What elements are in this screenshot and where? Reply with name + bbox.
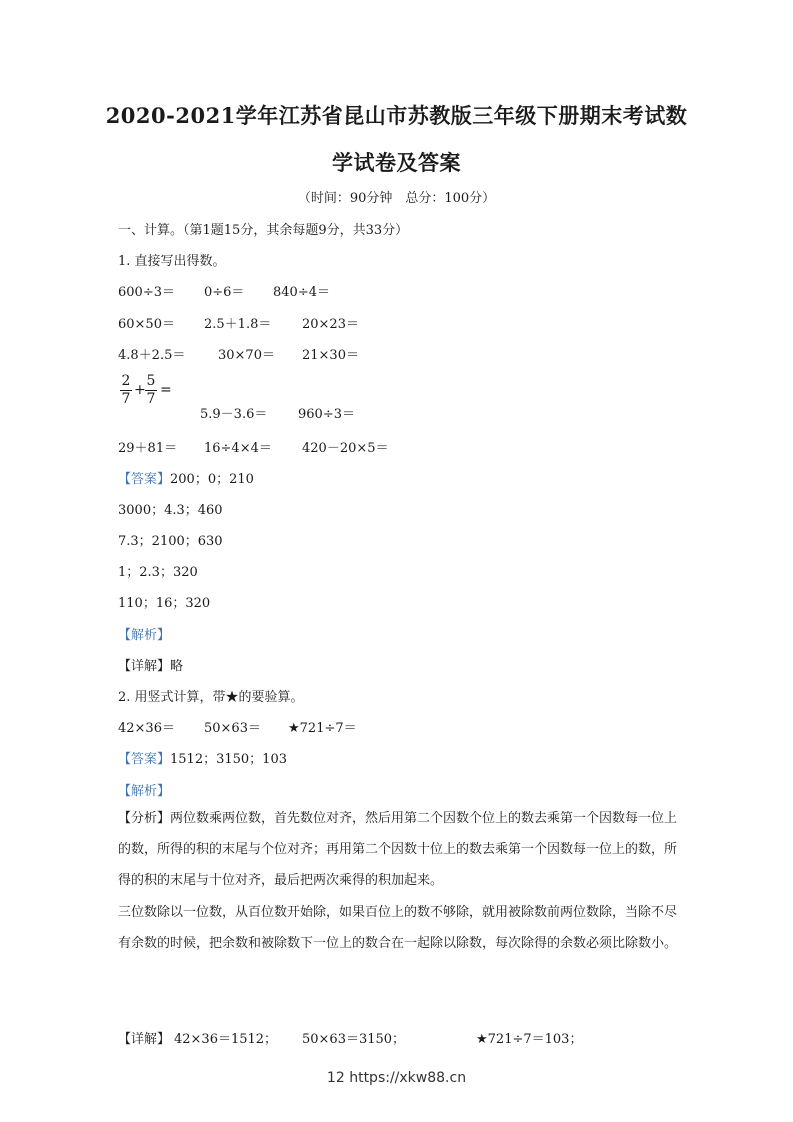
calc-item: 5.9－3.6＝ <box>200 407 268 422</box>
calc-item: 42×36＝ <box>118 721 175 736</box>
jiexi-tag: 【解析】 <box>118 784 171 799</box>
question-1-prompt: 1. 直接写出得数。 <box>118 254 226 269</box>
answer-line: 110；16；320 <box>118 596 211 611</box>
detail-item: 42×36＝1512； <box>174 1032 278 1047</box>
calc-item: 60×50＝ <box>118 317 175 332</box>
answer-line: 1；2.3；320 <box>118 565 198 580</box>
calc-item: 20×23＝ <box>302 317 359 332</box>
answer-text: 200；0；210 <box>170 472 254 487</box>
analysis-paragraph-2: 三位数除以一位数，从百位数开始除，如果百位上的数不够除，就用被除数前两位数除，当除不尽有余数的时候，把余数和被除数下一位上的数合在一起除以除数，每次除得的余数必须比除数小。 <box>118 905 678 951</box>
question-2-prompt: 2. 用竖式计算，带★的要验算。 <box>118 690 304 705</box>
exam-meta: （时间：90分钟 总分：100分） <box>297 191 496 206</box>
calc-item: 420－20×5＝ <box>302 441 389 456</box>
calc-item: 30×70＝ <box>218 348 275 363</box>
calc-item: 2.5＋1.8＝ <box>204 317 272 332</box>
answer-tag: 【答案】 <box>118 752 171 767</box>
equals-sign: = <box>160 382 172 398</box>
calc-item: 50×63＝ <box>204 721 261 736</box>
answer-line <box>118 468 254 487</box>
denominator: 7 <box>121 391 131 407</box>
calc-item: 600÷3＝ <box>118 285 175 300</box>
document-title-line2: 学试卷及答案 <box>332 150 461 175</box>
answer-line: 7.3；2100；630 <box>118 534 223 549</box>
analysis-paragraph: 【分析】两位数乘两位数，首先数位对齐，然后用第二个因数个位上的数去乘第一个因数每一位上的数，所得的积的末尾与个位对齐；再用第二个因数十位上的数去乘第一个因数每一位上的数，所得的积的末尾与十位对齐，最后把两次乘得的积加起来。 <box>118 811 678 888</box>
answer-line: 3000；4.3；460 <box>118 503 223 518</box>
answer-tag: 【答案】 <box>118 472 171 487</box>
numerator: 2 <box>121 373 131 389</box>
numerator: 5 <box>146 373 156 389</box>
calc-item: 29＋81＝ <box>118 441 178 456</box>
document-title-line1: 2020-2021学年江苏省昆山市苏教版三年级下册期末考试数 <box>105 103 688 128</box>
fraction-2-7 <box>120 373 132 408</box>
detail-tag: 【详解】 <box>118 1032 171 1047</box>
answer-text: 1512；3150；103 <box>170 752 287 767</box>
plus-sign: + <box>134 382 146 398</box>
fraction-5-7 <box>145 373 157 408</box>
calc-item: 21×30＝ <box>302 348 359 363</box>
jiexi-tag: 【解析】 <box>118 628 171 643</box>
page-footer <box>0 1070 793 1086</box>
footer-url[interactable]: https://xkw88.cn <box>349 1070 467 1086</box>
detail-line: 【详解】略 <box>118 659 184 674</box>
calc-item: ★721÷7＝ <box>288 721 357 736</box>
answer-line <box>118 748 287 767</box>
denominator: 7 <box>146 391 156 407</box>
calc-item: 16÷4×4＝ <box>204 441 272 456</box>
calc-item: 840÷4＝ <box>273 285 330 300</box>
detail-item: ★721÷7＝103； <box>476 1032 583 1047</box>
page-number: 12 <box>326 1070 345 1086</box>
calc-item: 960÷3＝ <box>298 407 355 422</box>
section-heading: 一、计算。（第1题15分，其余每题9分，共33分） <box>118 223 409 238</box>
calc-item: 4.8＋2.5＝ <box>118 348 186 363</box>
detail-item: 50×63＝3150； <box>302 1032 406 1047</box>
calc-item: 0÷6＝ <box>204 285 245 300</box>
